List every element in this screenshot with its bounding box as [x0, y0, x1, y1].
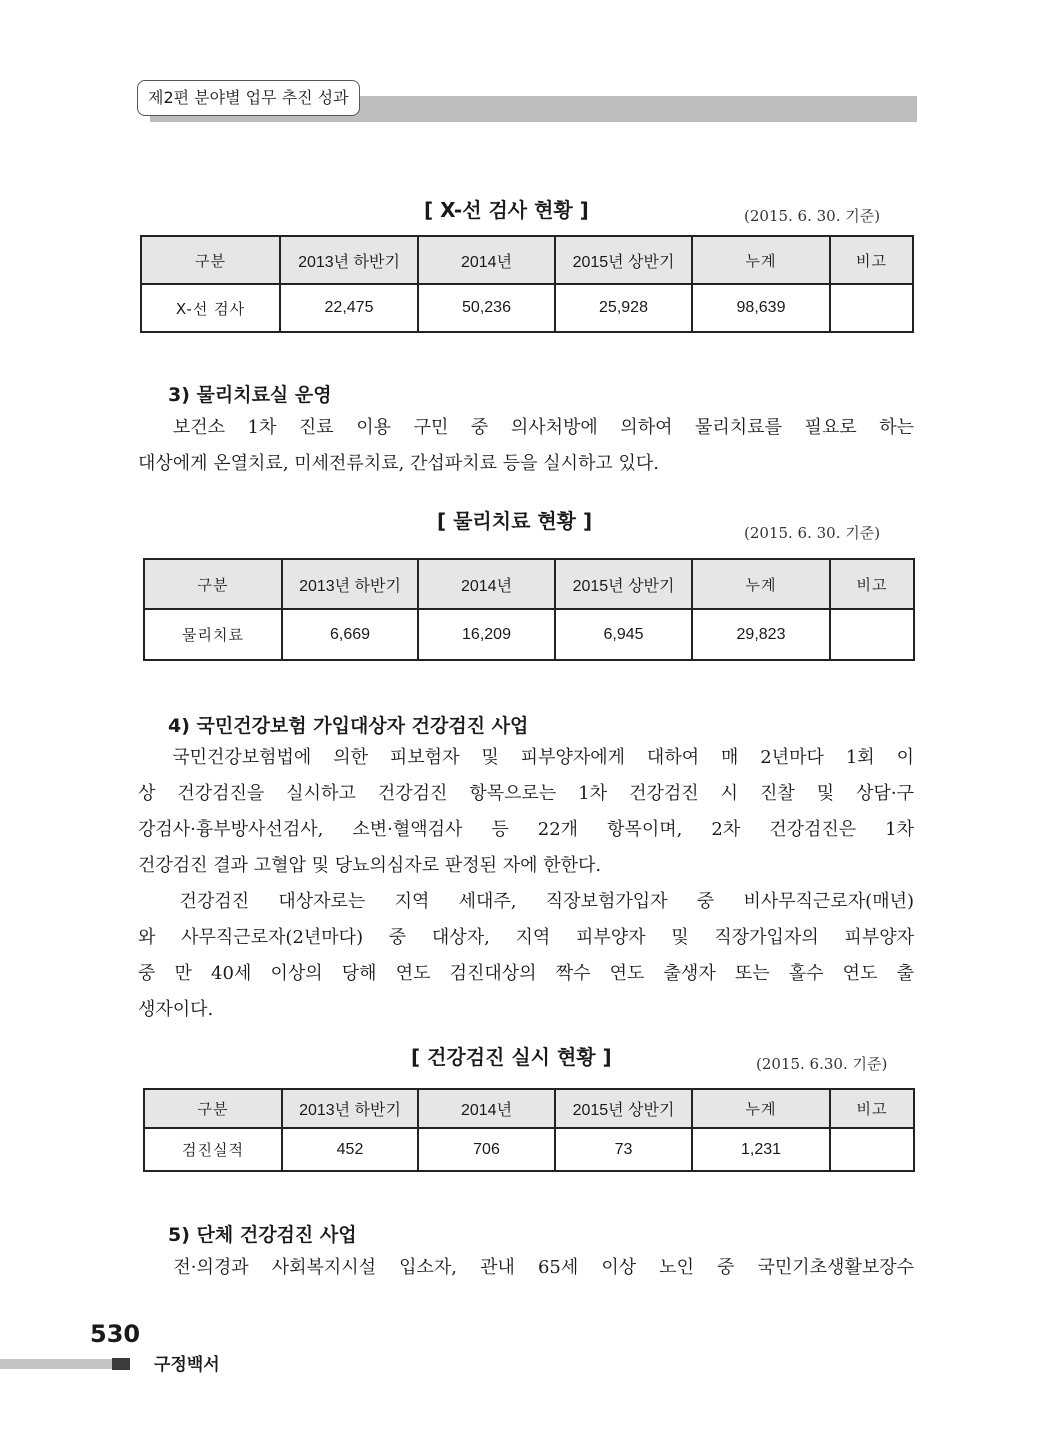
table-header-cell: 비고: [830, 236, 913, 284]
table-header-cell: 2013년 하반기: [280, 236, 418, 284]
table-title: [ 물리치료 현황 ]: [437, 509, 593, 533]
table-cell: 452: [282, 1128, 418, 1171]
table-cell: 6,945: [555, 609, 692, 660]
table-cell: 22,475: [280, 284, 418, 332]
paragraph-line: 와 사무직근로자(2년마다) 중 대상자, 지역 피부양자 및 직장가입자의 피부양자: [138, 927, 914, 948]
table-header-cell: 2015년 상반기: [555, 236, 692, 284]
table-header-cell: 2013년 하반기: [282, 559, 418, 609]
table-cell: [830, 1128, 914, 1171]
paragraph-line: 보건소 1차 진료 이용 구민 중 의사처방에 의하여 물리치료를 필요로 하는: [138, 417, 914, 438]
paragraph-line: 중 만 40세 이상의 당해 연도 검진대상의 짝수 연도 출생자 또는 홀수 연도 출: [138, 963, 914, 984]
table-cell: 6,669: [282, 609, 418, 660]
table-cell: [830, 284, 913, 332]
paragraph-line: 상 건강검진을 실시하고 건강검진 항목으로는 1차 건강검진 시 진찰 및 상담·구: [138, 783, 914, 804]
table-header-cell: 누계: [692, 236, 830, 284]
table-header-cell: 2015년 상반기: [555, 1089, 692, 1128]
healthcheck-table: [143, 1088, 915, 1172]
table-cell: 25,928: [555, 284, 692, 332]
table-date: (2015. 6. 30. 기준): [744, 524, 881, 542]
table-cell: X-선 검사: [141, 284, 280, 332]
table-date: (2015. 6. 30. 기준): [744, 207, 881, 225]
paragraph-line: 대상에게 온열치료, 미세전류치료, 간섭파치료 등을 실시하고 있다.: [138, 453, 659, 474]
book-title: 구정백서: [154, 1355, 220, 1375]
section-paragraph: [138, 410, 914, 482]
table-cell: 물리치료: [144, 609, 282, 660]
table-title: [ X-선 검사 현황 ]: [424, 198, 589, 222]
table-cell: 706: [418, 1128, 555, 1171]
paragraph-line: 건강검진 대상자로는 지역 세대주, 직장보험가입자 중 비사무직근로자(매년): [138, 891, 914, 912]
table-header-cell: 2014년: [418, 236, 555, 284]
table-header-cell: 비고: [830, 1089, 914, 1128]
chapter-label: 제2편 분야별 업무 추진 성과: [137, 80, 360, 116]
paragraph-line: 건강검진 결과 고혈압 및 당뇨의심자로 판정된 자에 한한다.: [138, 855, 602, 876]
table-header-cell: 누계: [692, 559, 830, 609]
table-title: [ 건강검진 실시 현황 ]: [411, 1045, 612, 1069]
physio-table: [143, 558, 915, 661]
table-header-cell: 2014년: [418, 1089, 555, 1128]
footer-marker: [112, 1358, 130, 1370]
paragraph-line: 강검사·흉부방사선검사, 소변·혈액검사 등 22개 항목이며, 2차 건강검진은 1차: [138, 819, 914, 840]
table-date: (2015. 6.30. 기준): [756, 1055, 888, 1073]
xray-table: [140, 235, 914, 333]
table-header-cell: 구분: [144, 559, 282, 609]
page-number: 530: [90, 1320, 141, 1348]
section-heading: 4) 국민건강보험 가입대상자 건강검진 사업: [168, 715, 529, 737]
table-cell: 29,823: [692, 609, 830, 660]
footer-bar: [0, 1359, 112, 1369]
table-header-cell: 비고: [830, 559, 914, 609]
section-heading: 3) 물리치료실 운영: [168, 384, 332, 406]
table-cell: 73: [555, 1128, 692, 1171]
section-heading: 5) 단체 건강검진 사업: [168, 1224, 357, 1246]
table-cell: 16,209: [418, 609, 555, 660]
paragraph-line: 국민건강보험법에 의한 피보험자 및 피부양자에게 대하여 매 2년마다 1회 이: [138, 747, 914, 768]
table-header-cell: 구분: [144, 1089, 282, 1128]
table-header-cell: 구분: [141, 236, 280, 284]
table-cell: 1,231: [692, 1128, 830, 1171]
table-header-cell: 2014년: [418, 559, 555, 609]
table-header-cell: 2015년 상반기: [555, 559, 692, 609]
table-cell: 98,639: [692, 284, 830, 332]
table-cell: [830, 609, 914, 660]
table-cell: 검진실적: [144, 1128, 282, 1171]
paragraph-line: 전·의경과 사회복지시설 입소자, 관내 65세 이상 노인 중 국민기초생활보장수: [138, 1257, 914, 1278]
table-header-cell: 2013년 하반기: [282, 1089, 418, 1128]
table-cell: 50,236: [418, 284, 555, 332]
section-paragraph: [138, 1250, 914, 1286]
paragraph-line: 생자이다.: [138, 999, 214, 1020]
section-paragraph: [138, 740, 914, 1028]
table-header-cell: 누계: [692, 1089, 830, 1128]
